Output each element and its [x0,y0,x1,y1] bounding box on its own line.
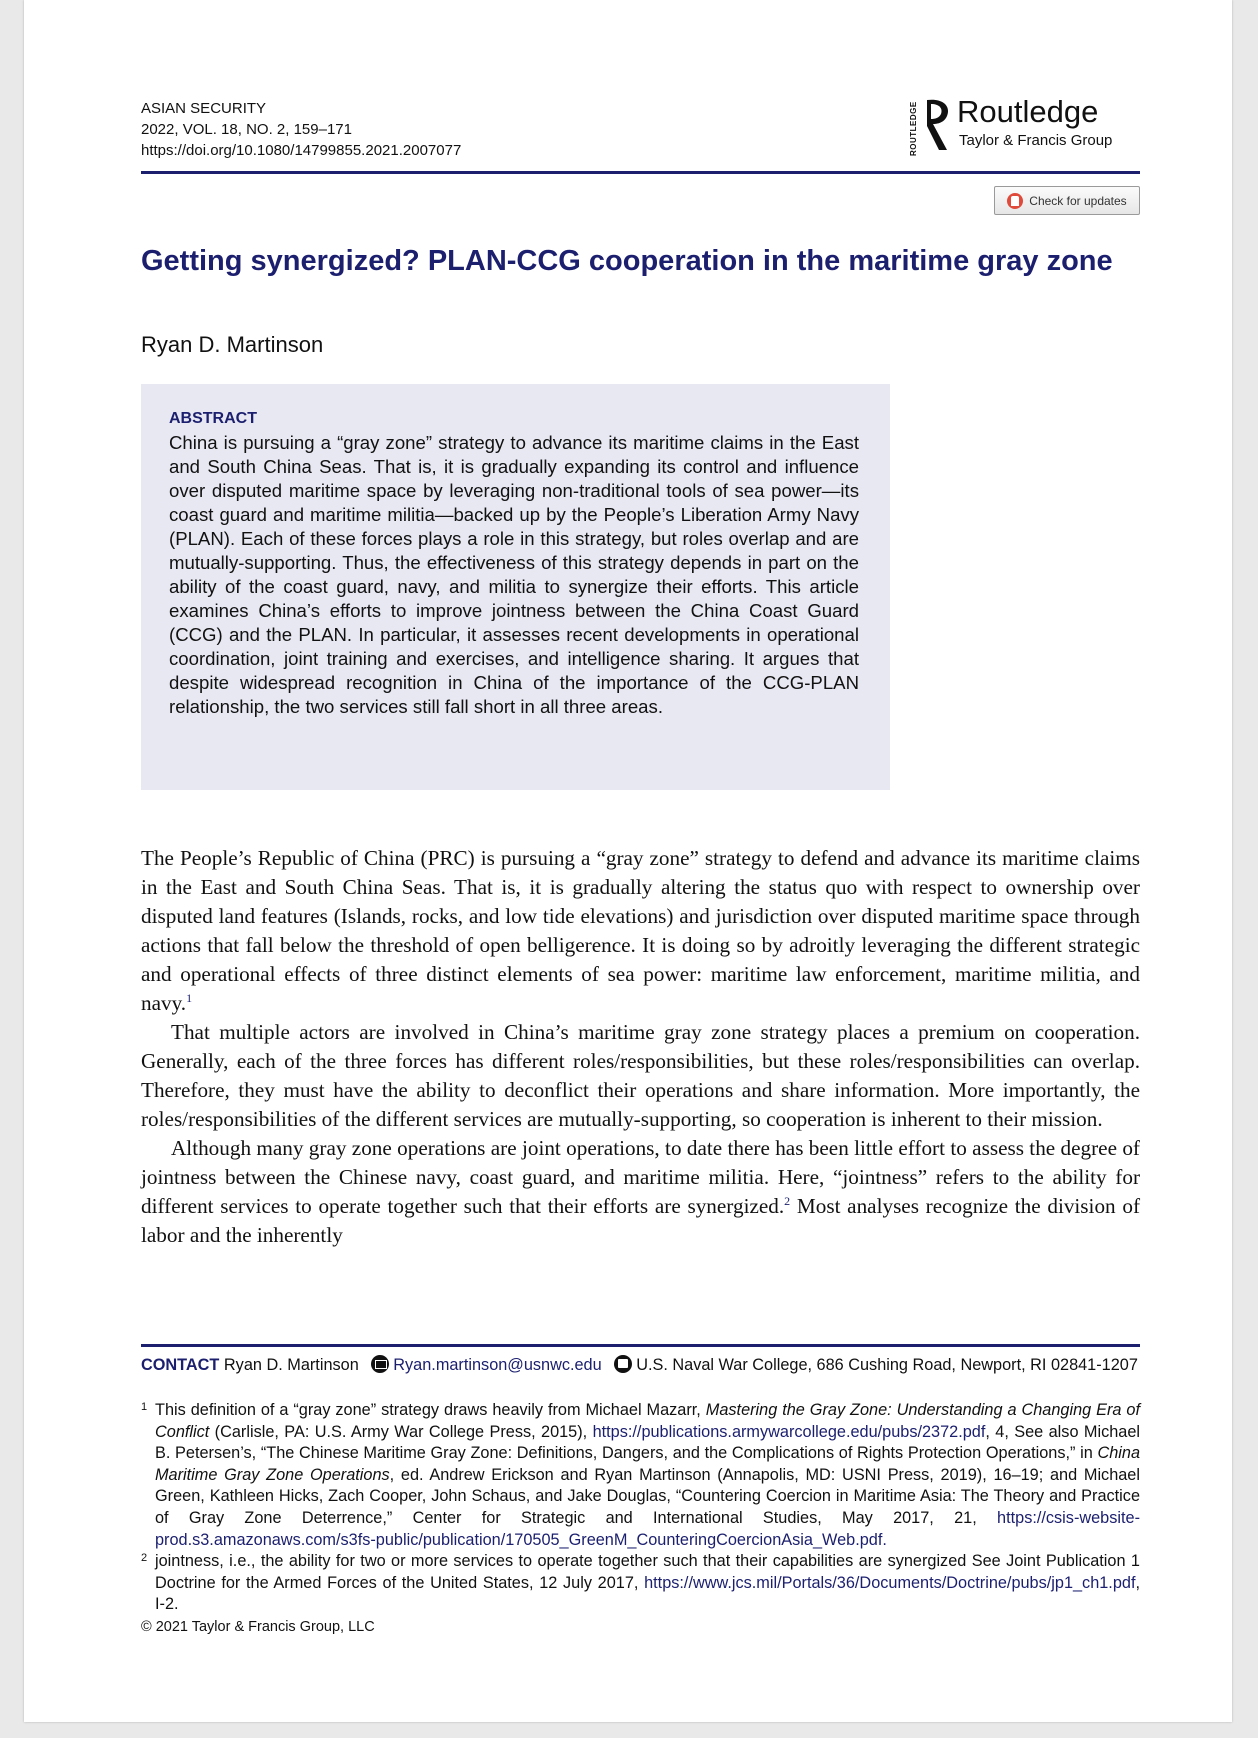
article-title: Getting synergized? PLAN-CCG cooperation in the maritime gray zone [141,245,1113,277]
footnote-text: This definition of a “gray zone” strategy draws heavily from Michael Mazarr, [155,1401,706,1419]
footnote-text: (Carlisle, PA: U.S. Army War College Press, 2015), [209,1422,593,1441]
abstract-box [141,384,890,790]
journal-header [141,98,461,161]
body-paragraph [141,844,1140,1018]
footnote-ref[interactable]: 1 [186,990,193,1005]
header-divider [141,171,1140,174]
contact-name: Ryan D. Martinson [223,1356,359,1374]
footnote-italic: China Maritime Gray Zone Operations [155,1444,1140,1484]
email-icon [371,1355,389,1373]
journal-name: ASIAN SECURITY [141,100,267,117]
contact-email-link[interactable]: Ryan.martinson@usnwc.edu [393,1356,602,1374]
abstract-text: China is pursuing a “gray zone” strategy to advance its maritime claims in the East and South China Seas. That is, it is gradually expanding its control and influence over disputed maritime space by leveraging non-traditional tools of sea power—its coast guard and maritime militia—backed up by the People’s Liberation Army Navy (PLAN). Each of these forces plays a role in this strategy, but roles overlap and are mutually-supporting. Thus, the effectiveness of this strategy depends in part on the ability of the coast guard, navy, and militia to synergize their efforts. This article examines China’s efforts to improve jointness between the China Coast Guard (CCG) and the PLAN. In particular, it assesses recent developments in operational coordination, joint training and exercises, and intelligence sharing. It argues that despite widespread recognition in China of the importance of the CCG-PLAN relationship, the two services still fall short in all three areas. [169,432,859,717]
article-body [141,844,1140,1250]
article-author: Ryan D. Martinson [141,332,324,357]
journal-volume: 2022, VOL. 18, NO. 2, 159–171 [141,121,352,138]
address-icon [614,1355,632,1373]
footnote-link[interactable]: https://publications.armywarcollege.edu/pubs/2372.pdf [592,1422,986,1441]
footnote-number: 2 [141,1552,148,1565]
contact-line [141,1355,1140,1376]
footnote-text: , ed. Andrew Erickson and Ryan Martinson (Annapolis, MD: USNI Press, 2019), 16–19; and Michael Green, Kathleen Hicks, Zach Cooper, John Schaus, and Jake Douglas, “Countering Coercion in Maritime Asia: The Theory and Practice of Gray Zone Deterrence,” Center for Strategic and International Studies, May 2017, 21, [155,1465,1140,1527]
footnote-2 [141,1551,1140,1616]
contact-label: CONTACT [141,1356,220,1374]
footer-divider [141,1344,1140,1347]
body-text: The People’s Republic of China (PRC) is pursuing a “gray zone” strategy to defend and advance its maritime claims in the East and South China Seas. That is, it is gradually altering the status quo with respect to ownership over disputed land features (Islands, rocks, and low tide elevations) and jurisdiction over disputed maritime space through actions that fall below the threshold of open belligerence. It is doing so by adroitly leveraging the different strategic and operational effects of three distinct elements of sea power: maritime law enforcement, maritime militia, and navy. [141,846,1140,1015]
crossmark-icon [1007,193,1023,209]
body-paragraph [141,1134,1140,1250]
journal-doi[interactable]: https://doi.org/10.1080/14799855.2021.2007077 [141,142,462,159]
footnote-number: 1 [141,1401,148,1413]
contact-address: U.S. Naval War College, 686 Cushing Road, Newport, RI 02841-1207 [636,1356,1138,1374]
body-paragraph: That multiple actors are involved in China’s maritime gray zone strategy places a premium on cooperation. Generally, each of the three forces has different roles/responsibilities, but these roles/responsibilities can overlap. Therefore, they must have the ability to deconflict their operations and share information. More importantly, the roles/responsibilities of the different services are mutually-supporting, so cooperation is inherent to their mission. [141,1020,1140,1131]
publisher-group: Taylor & Francis Group [959,132,1113,149]
body-text: Most analyses recognize the division of labor and the inherently [141,1194,1141,1247]
footnote-link[interactable]: https://csis-website-prod.s3.amazonaws.com/s3fs-public/publication/170505_GreenM_CounteringCoercionAsia_Web.pdf. [155,1508,1140,1549]
publisher-name: Routledge [957,94,1099,129]
footnote-text: jointness, i.e., the ability for two or more services to operate together such that their capabilities are synergized See Joint Publication 1 Doctrine for the Armed Forces of the United States, 12 July 2017, [155,1552,1140,1592]
check-for-updates-label: Check for updates [1029,193,1127,208]
footnote-text: , 4, See also Michael B. Petersen’s, “The Chinese Maritime Gray Zone: Definitions, Dangers, and the Complications of Rights Protection Operations,” in [155,1422,1140,1463]
abstract-heading: ABSTRACT [169,410,257,427]
footnote-italic: Mastering the Gray Zone: Understanding a Changing Era of Conflict [155,1401,1140,1441]
footnote-1 [141,1400,1140,1551]
footnotes [141,1400,1140,1616]
footnote-link[interactable]: https://www.jcs.mil/Portals/36/Documents/Doctrine/pubs/jp1_ch1.pdf [644,1573,1136,1592]
check-for-updates-button[interactable] [994,186,1140,215]
publisher-vertical-label: ROUTLEDGE [909,101,918,156]
routledge-r-icon [923,96,953,154]
publisher-logo [909,94,1141,154]
page [24,0,1232,1722]
footnote-ref[interactable]: 2 [784,1193,791,1208]
body-text: Although many gray zone operations are joint operations, to date there has been little effort to assess the degree of jointness between the Chinese navy, coast guard, and maritime militia. Here, “jointness” refers to the ability for different services to operate together such that their efforts are synergized. [141,1136,1140,1218]
copyright: © 2021 Taylor & Francis Group, LLC [141,1619,375,1635]
footnote-text: , I-2. [155,1573,1140,1614]
